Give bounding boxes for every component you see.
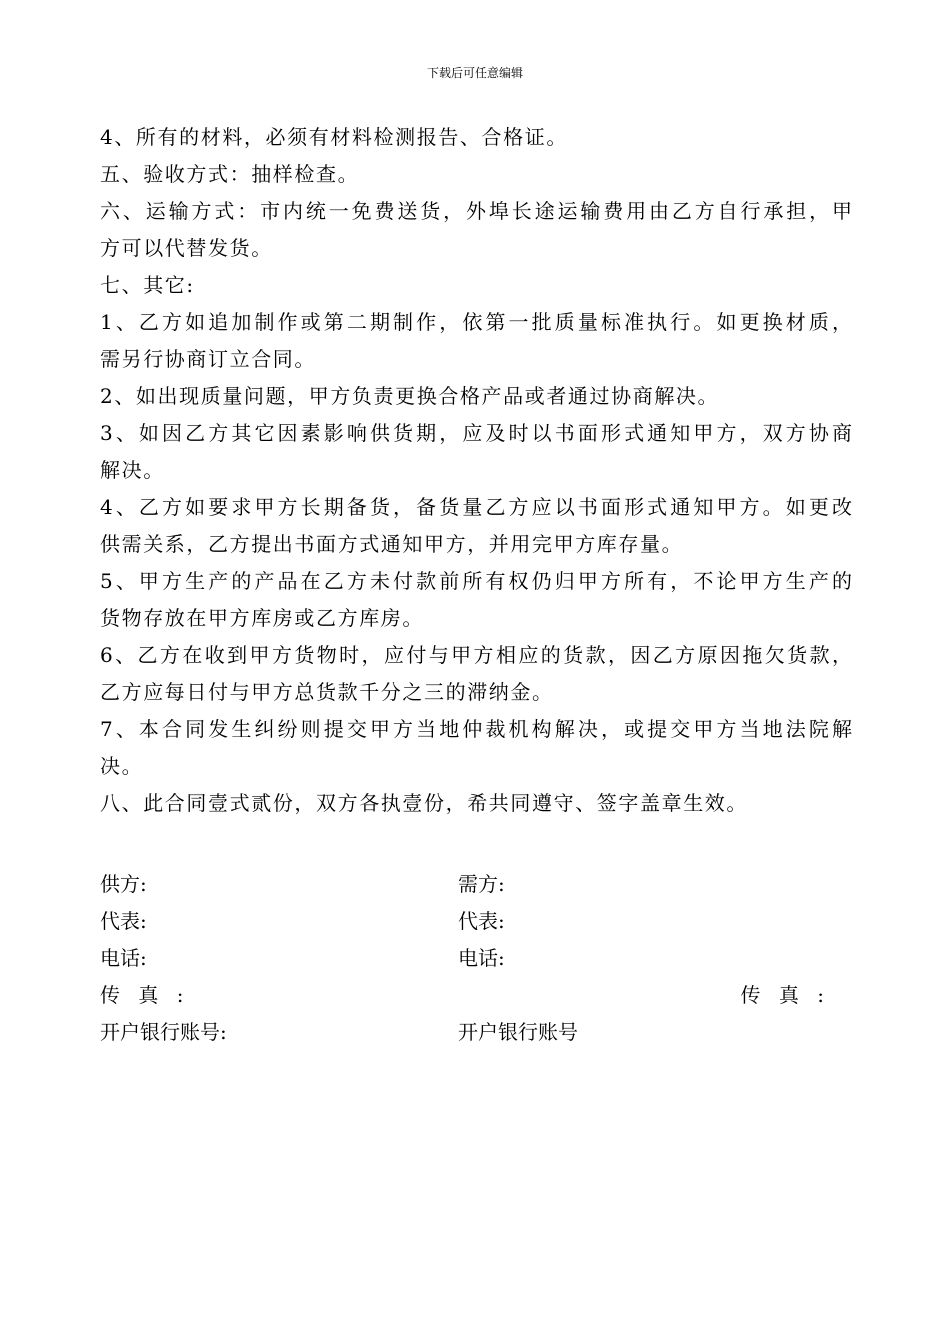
clause-line: 货物存放在甲方库房或乙方库房。	[100, 606, 424, 630]
phone-row	[100, 940, 860, 977]
buyer-label: 需方:	[458, 872, 505, 896]
clause-line: 需另行协商订立合同。	[100, 347, 316, 371]
signature-block	[100, 866, 860, 1051]
bank-account-left-label: 开户银行账号:	[100, 1020, 227, 1044]
clause-line: 5、甲方生产的产品在乙方未付款前所有权仍归甲方所有，不论甲方生产的	[100, 569, 852, 593]
fax-right-label: 传 真 :	[740, 983, 830, 1007]
clause-line: 2、如出现质量问题，甲方负责更换合格产品或者通过协商解决。	[100, 384, 720, 408]
bank-account-right-label: 开户银行账号	[458, 1020, 578, 1044]
clause-line: 解决。	[100, 458, 165, 482]
supplier-row	[100, 866, 860, 903]
clause-line: 供需关系，乙方提出书面方式通知甲方，并用完甲方库存量。	[100, 532, 684, 556]
fax-row	[100, 977, 860, 1014]
clause-line: 八、此合同壹式贰份，双方各执壹份，希共同遵守、签字盖章生效。	[100, 791, 748, 815]
representative-right-label: 代表:	[458, 909, 505, 933]
clause-line: 1、乙方如追加制作或第二期制作，依第一批质量标准执行。如更换材质，	[100, 310, 852, 334]
clause-line: 4、所有的材料，必须有材料检测报告、合格证。	[100, 125, 568, 149]
clause-line: 乙方应每日付与甲方总货款千分之三的滞纳金。	[100, 680, 554, 704]
fax-left-label: 传 真 :	[100, 983, 190, 1007]
clause-line: 7、本合同发生纠纷则提交甲方当地仲裁机构解决，或提交甲方当地法院解	[100, 717, 852, 741]
contract-body	[100, 119, 852, 822]
clause-line: 3、如因乙方其它因素影响供货期，应及时以书面形式通知甲方，双方协商	[100, 421, 852, 445]
page-header: 下载后可任意编辑	[426, 66, 523, 80]
clause-line: 方可以代替发货。	[100, 236, 273, 260]
clause-line: 6、乙方在收到甲方货物时，应付与甲方相应的货款，因乙方原因拖欠货款，	[100, 643, 852, 667]
clause-line: 五、验收方式：抽样检查。	[100, 162, 360, 186]
bank-account-row	[100, 1014, 860, 1051]
clause-line: 4、乙方如要求甲方长期备货，备货量乙方应以书面形式通知甲方。如更改	[100, 495, 852, 519]
phone-left-label: 电话:	[100, 946, 147, 970]
supplier-label: 供方:	[100, 872, 147, 896]
phone-right-label: 电话:	[458, 946, 505, 970]
clause-line: 七、其它:	[100, 273, 195, 297]
representative-row	[100, 903, 860, 940]
clause-line: 决。	[100, 754, 144, 778]
representative-left-label: 代表:	[100, 909, 147, 933]
clause-line: 六、运输方式：市内统一免费送货，外埠长途运输费用由乙方自行承担，甲	[100, 199, 852, 223]
